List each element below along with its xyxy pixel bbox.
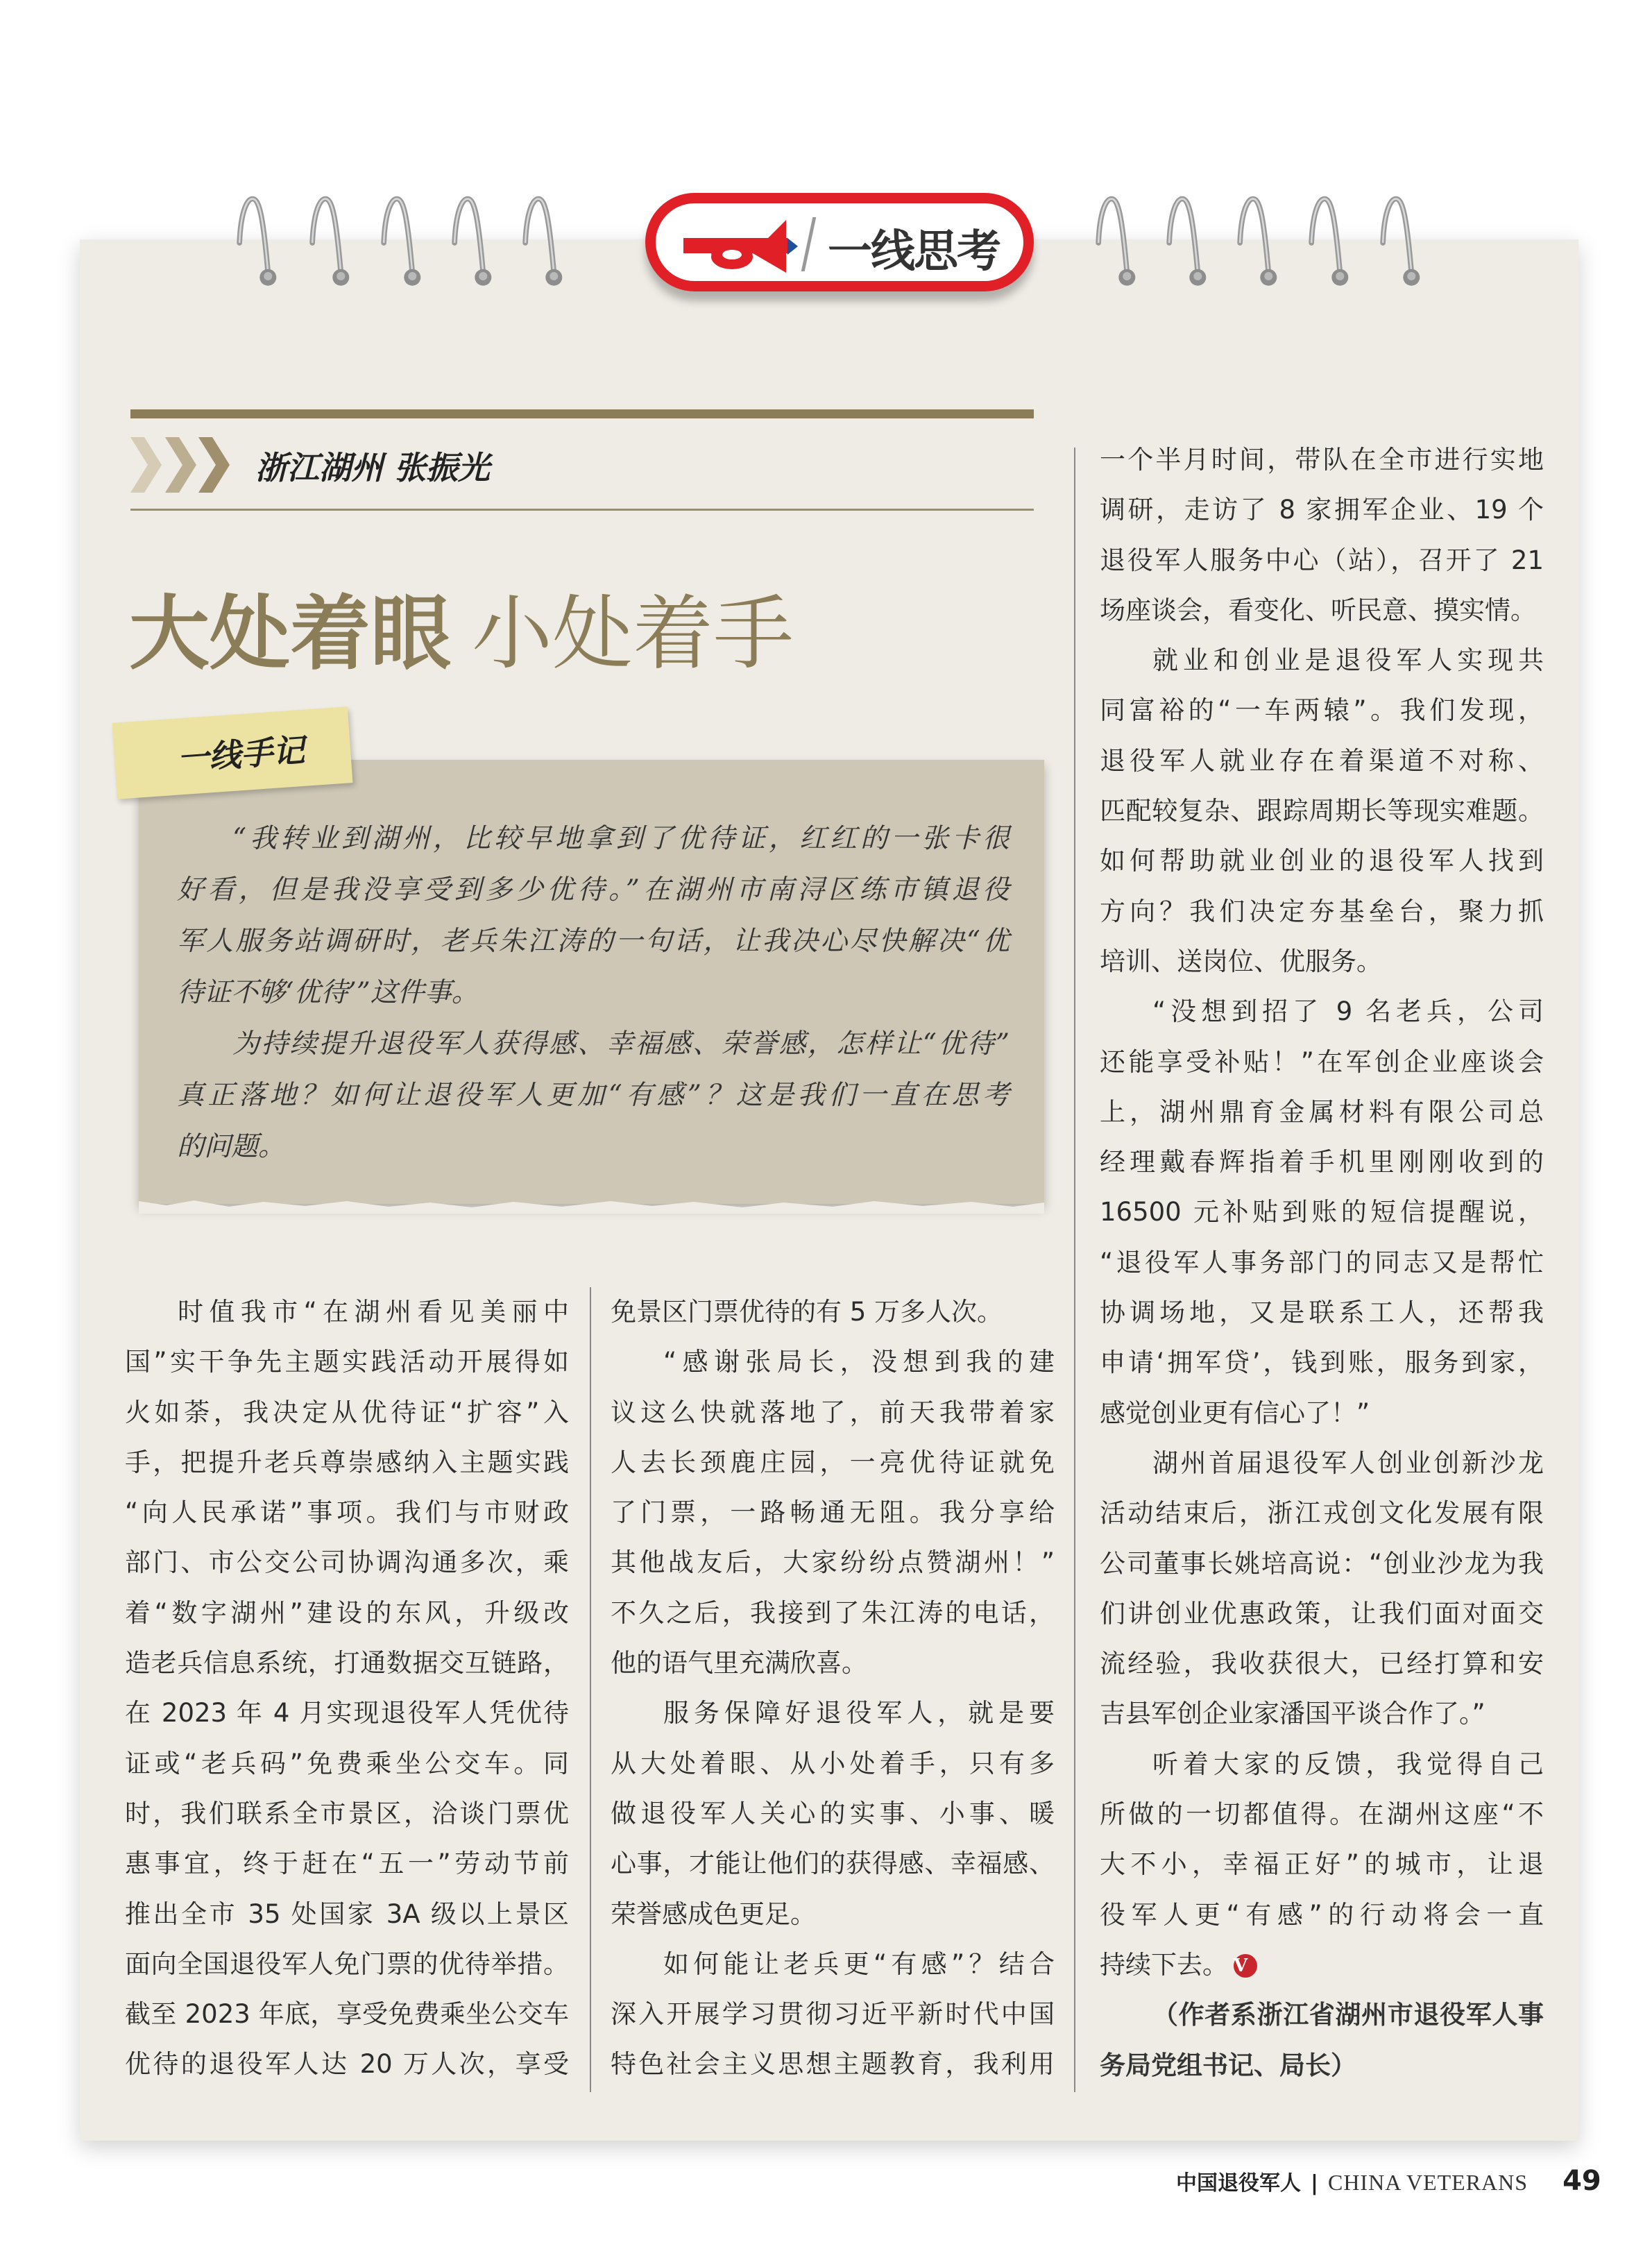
line-text: 国”实干争先主题实践活动开展得如 [125,1347,569,1377]
magazine-name-cn: 中国退役军人 [1176,2171,1301,2196]
line-text: 火如荼，我决定从优待证“扩容”入 [125,1397,569,1427]
text-line [1100,1137,1544,1187]
line-text: 匹配较复杂、跟踪周期长等现实难题。 [1100,796,1544,826]
line-text: 截至 2023 年底，享受免费乘坐公交车 [125,1999,569,2030]
text-line [125,1438,569,1488]
line-text: 特色社会主义思想主题教育，我利用 [611,2049,1055,2080]
line-text: “感谢张局长，没想到我的建 [663,1347,1055,1377]
text-line [177,865,1010,916]
line-text: 活动结束后，浙江戎创文化发展有限 [1100,1498,1544,1529]
line-text: （作者系浙江省湖州市退役军人事 [1152,2000,1544,2030]
line-text: 如何帮助就业创业的退役军人找到 [1100,846,1544,876]
line-text: 在 2023 年 4 月实现退役军人凭优待 [125,1698,569,1729]
line-text: 议这么快就落地了，前天我带着家 [611,1397,1055,1427]
line-text: 免景区门票优待的有 5 万多人次。 [611,1297,1003,1327]
text-line [125,2039,569,2089]
text-line [125,1739,569,1789]
line-text: 了门票，一路畅通无阻。我分享给 [611,1497,1055,1528]
text-line [125,1939,569,1989]
text-line [125,1488,569,1538]
line-text: 场座谈会，看变化、听民意、摸实情。 [1100,595,1536,625]
text-line [177,1070,1010,1121]
line-text: 一个半月时间，带队在全市进行实地 [1100,445,1544,475]
line-text: 流经验，我收获很大，已经打算和安 [1100,1649,1544,1679]
spiral-ring [1308,187,1349,298]
text-line [1100,1689,1544,1739]
text-line [611,1839,1055,1889]
magazine-name-en: CHINA VETERANS [1327,2170,1528,2195]
text-line [611,1739,1055,1789]
badge-divider [801,217,817,271]
line-text: 听着大家的反馈，我觉得自己 [1152,1749,1544,1779]
spiral-ring [380,187,422,298]
line-text: 们讲创业优惠政策，让我们面对面交 [1100,1598,1544,1629]
text-line [611,1889,1055,1939]
line-text: “没想到招了 9 名老兵，公司 [1152,996,1544,1027]
line-text: 感觉创业更有信心了！” [1100,1398,1370,1428]
line-text: 心事，才能让他们的获得感、幸福感、 [611,1849,1055,1879]
byline: 浙江湖州 张振光 [255,449,491,486]
line-text: 方向？我们决定夯基垒台，聚力抓 [1100,896,1544,926]
section-badge [645,193,1034,291]
text-line [125,1889,569,1939]
line-text: 协调场地，又是联系工人，还帮我 [1100,1298,1544,1328]
text-line [1100,435,1544,485]
text-line [611,1337,1055,1387]
text-line [611,1789,1055,1839]
text-line [1100,887,1544,937]
line-text: 还能享受补贴！”在军创企业座谈会 [1100,1046,1544,1077]
text-line [1100,1639,1544,1689]
title-light: 小处着手 [472,587,794,681]
spiral-ring [1095,187,1136,298]
line-text: 经理戴春辉指着手机里刚刚收到的 [1100,1147,1544,1178]
spiral-ring [309,187,350,298]
line-text: 上，湖州鼎育金属材料有限公司总 [1100,1096,1544,1127]
line-text: 真正落地？如何让退役军人更加“有感”？这是我们一直在思考 [177,1080,1010,1111]
text-line [1100,736,1544,786]
line-text: 申请‘拥军贷’，钱到账，服务到家， [1100,1348,1544,1378]
text-line [1100,636,1544,686]
text-line [1100,1589,1544,1639]
text-line [1100,686,1544,736]
text-line [177,1019,1010,1070]
end-mark-icon: V [1234,1954,1257,1978]
text-line [1100,1740,1544,1790]
line-text: 荣誉感成色更足。 [611,1899,816,1929]
line-text: 16500 元补贴到账的短信提醒说， [1100,1197,1544,1228]
text-line [177,967,1010,1019]
text-line [1100,1488,1544,1538]
column-divider [1074,448,1075,2092]
line-text: 役军人更“有感”的行动将会一直 [1100,1899,1544,1930]
text-line [125,1638,569,1688]
line-text: 惠事宜，终于赶在“五一”劳动节前 [125,1849,569,1879]
text-line [1100,836,1544,886]
text-line [1100,1187,1544,1237]
line-text: 深入开展学习贯彻习近平新时代中国 [611,1999,1055,2030]
text-line [1100,1940,1544,1990]
line-text: 退役军人就业存在着渠道不对称、 [1100,745,1544,776]
field-note-text [177,813,1010,1173]
line-text: 调研，走访了 8 家拥军企业、19 个 [1100,495,1544,525]
text-line [125,1789,569,1839]
text-line [611,1638,1055,1688]
text-line [611,1688,1055,1738]
text-line [1100,1238,1544,1288]
line-text: 造老兵信息系统，打通数据交互链路， [125,1648,569,1679]
text-line [1100,1840,1544,1889]
line-text: 从大处着眼、从小处着手，只有多 [611,1748,1055,1778]
line-text: 持续下去。 [1100,1949,1228,1980]
line-text: 人去长颈鹿庄园，一亮优待证就免 [611,1447,1055,1477]
line-text: 面向全国退役军人免门票的优待举措。 [125,1948,569,1979]
text-line [1100,1790,1544,1840]
line-text: 他的语气里充满欣喜。 [611,1648,867,1679]
line-text: 优待的退役军人达 20 万人次，享受 [125,2049,569,2080]
text-line [1100,485,1544,535]
text-line [1100,786,1544,836]
line-text: 就业和创业是退役军人实现共 [1152,645,1544,676]
spiral-ring [1166,187,1207,298]
text-line [1100,1890,1544,1940]
spiral-ring [236,187,278,298]
line-text: 公司董事长姚培高说：“创业沙龙为我 [1100,1548,1544,1579]
text-line [1100,1338,1544,1388]
text-line [611,1287,1055,1337]
text-line [177,813,1010,865]
line-text: “我转业到湖州，比较早地拿到了优待证，红红的一张卡很 [232,823,1010,854]
text-line [611,1939,1055,1989]
column-2 [611,1287,1055,2090]
text-line [177,916,1010,967]
page-number: 49 [1562,2165,1601,2197]
line-text: 大不小，幸福正好”的城市，让退 [1100,1849,1544,1880]
line-text: 待证不够‘优待’”这件事。 [177,977,479,1008]
text-line [1100,1087,1544,1137]
column-3 [1100,435,1544,2091]
line-text: 时值我市“在湖州看见美丽中 [178,1297,569,1327]
text-line [611,1488,1055,1538]
byline-rule [130,509,1034,511]
line-text: 证或“老兵码”免费乘坐公交车。同 [125,1748,569,1778]
line-text: 的问题。 [177,1131,286,1162]
text-line [1100,1539,1544,1589]
author-note-line [1100,1990,1544,2040]
line-text: 为持续提升退役军人获得感、幸福感、荣誉感，怎样让“优待” [232,1028,1010,1060]
text-line [611,1388,1055,1438]
column-1 [125,1287,569,2090]
line-text: 好看，但是我没享受到多少优待。”在湖州市南浔区练市镇退役 [177,874,1010,906]
spiral-ring [1379,187,1421,298]
text-line [125,1287,569,1337]
torn-edge [139,1198,1044,1214]
line-text: 退役军人服务中心（站），召开了 21 [1100,545,1544,575]
header-rule [130,409,1034,418]
footer-separator: | [1311,2171,1318,2196]
china-veterans-logo-icon [683,219,801,274]
line-text: 推出全市 35 处国家 3A 级以上景区 [125,1899,569,1929]
line-text: 时，我们联系全市景区，洽谈门票优 [125,1798,569,1828]
line-text: 如何能让老兵更“有感”？结合 [663,1948,1055,1979]
line-text: 手，把提升老兵尊崇感纳入主题实践 [125,1447,569,1477]
text-line [1100,987,1544,1037]
text-line [125,1337,569,1387]
text-line [611,1438,1055,1488]
text-line [611,1588,1055,1638]
line-text: 同富裕的“一车两辕”。我们发现， [1100,695,1544,726]
text-line [1100,1388,1544,1438]
text-line [611,1538,1055,1588]
line-text: “向人民承诺”事项。我们与市财政 [125,1497,569,1528]
title-bold: 大处着眼 [129,587,451,681]
line-text: “退役军人事务部门的同志又是帮忙 [1100,1247,1544,1277]
text-line [611,1989,1055,2039]
chevron-right-icon [130,437,235,493]
spiral-ring [1236,187,1278,298]
text-line [1100,1037,1544,1087]
text-line [177,1121,1010,1173]
line-text: 部门、市公交公司协调沟通多次，乘 [125,1547,569,1578]
text-line [125,1588,569,1638]
spiral-ring [451,187,493,298]
text-line [1100,536,1544,586]
text-line [1100,1288,1544,1338]
section-label: 一线思考 [828,226,1000,278]
page-footer [1176,2165,1601,2197]
text-line [1100,937,1544,987]
text-line [611,2039,1055,2089]
line-text: 着“数字湖州”建设的东风，升级改 [125,1597,569,1628]
text-line [1100,586,1544,636]
line-text: 其他战友后，大家纷纷点赞湖州！” [611,1547,1055,1578]
text-line [125,1538,569,1588]
line-text: 务局党组书记、局长） [1100,2050,1356,2080]
article-title [129,569,794,685]
spiral-ring [522,187,563,298]
text-line [125,1839,569,1889]
column-divider [590,1287,591,2092]
line-text: 湖州首届退役军人创业创新沙龙 [1152,1447,1544,1478]
author-note-line [1100,2041,1544,2091]
line-text: 吉县军创企业家潘国平谈合作了。” [1100,1699,1485,1729]
line-text: 所做的一切都值得。在湖州这座“不 [1100,1799,1544,1830]
text-line [125,1688,569,1738]
line-text: 做退役军人关心的实事、小事、暖 [611,1798,1055,1828]
line-text: 军人服务站调研时，老兵朱江涛的一句话，让我决心尽快解决“优 [177,926,1010,957]
line-text: 不久之后，我接到了朱江涛的电话， [611,1597,1055,1628]
line-text: 服务保障好退役军人，就是要 [663,1698,1055,1729]
line-text: 培训、送岗位、优服务。 [1100,946,1382,976]
text-line [125,1989,569,2039]
text-line [125,1388,569,1438]
text-line [1100,1438,1544,1488]
note-label: 一线手记 [176,731,306,778]
